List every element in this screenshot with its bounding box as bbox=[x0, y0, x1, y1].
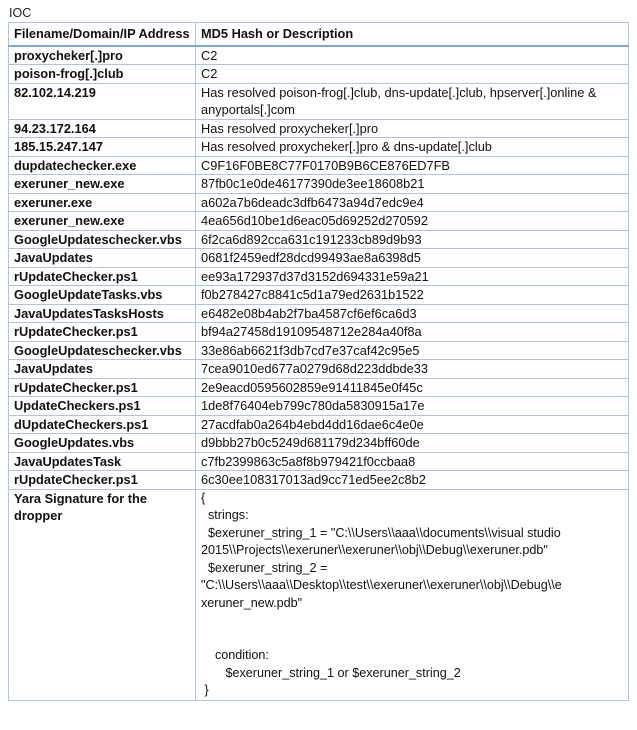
table-row bbox=[9, 341, 629, 360]
table-row bbox=[9, 175, 629, 194]
ioc-name-cell: JavaUpdatesTasksHosts bbox=[9, 304, 196, 323]
ioc-name-cell: exeruner_new.exe bbox=[9, 175, 196, 194]
ioc-table bbox=[8, 22, 629, 701]
ioc-name-cell: UpdateCheckers.ps1 bbox=[9, 397, 196, 416]
ioc-value-cell: 27acdfab0a264b4ebd4dd16dae6c4e0e bbox=[196, 415, 629, 434]
table-row bbox=[9, 397, 629, 416]
table-row bbox=[9, 415, 629, 434]
table-row bbox=[9, 360, 629, 379]
ioc-value-cell: c7fb2399863c5a8f8b979421f0ccbaa8 bbox=[196, 452, 629, 471]
ioc-name-cell: 185.15.247.147 bbox=[9, 138, 196, 157]
table-row bbox=[9, 83, 629, 119]
ioc-name-cell: dUpdateCheckers.ps1 bbox=[9, 415, 196, 434]
table-row bbox=[9, 138, 629, 157]
ioc-value-cell: C2 bbox=[196, 65, 629, 84]
table-row bbox=[9, 286, 629, 305]
ioc-value-cell: 7cea9010ed677a0279d68d223ddbde33 bbox=[196, 360, 629, 379]
ioc-value-cell: Has resolved proxycheker[.]pro & dns-update[.]club bbox=[196, 138, 629, 157]
ioc-value-cell: 1de8f76404eb799c780da5830915a17e bbox=[196, 397, 629, 416]
header-filename-domain-ip: Filename/Domain/IP Address bbox=[9, 23, 196, 46]
ioc-name-cell: 94.23.172.164 bbox=[9, 119, 196, 138]
ioc-name-cell: 82.102.14.219 bbox=[9, 83, 196, 119]
ioc-value-cell: C2 bbox=[196, 46, 629, 65]
ioc-name-cell: rUpdateChecker.ps1 bbox=[9, 267, 196, 286]
ioc-value-cell: 4ea656d10be1d6eac05d69252d270592 bbox=[196, 212, 629, 231]
ioc-value-cell: 33e86ab6621f3db7cd7e37caf42c95e5 bbox=[196, 341, 629, 360]
yara-cell bbox=[196, 489, 629, 700]
ioc-name-cell: rUpdateChecker.ps1 bbox=[9, 471, 196, 490]
table-row bbox=[9, 304, 629, 323]
table-row bbox=[9, 378, 629, 397]
ioc-name-cell: GoogleUpdates.vbs bbox=[9, 434, 196, 453]
table-row bbox=[9, 65, 629, 84]
ioc-value-cell: 6f2ca6d892cca631c191233cb89d9b93 bbox=[196, 230, 629, 249]
table-header-row bbox=[9, 23, 629, 46]
table-row bbox=[9, 267, 629, 286]
ioc-name-cell: dupdatechecker.exe bbox=[9, 156, 196, 175]
ioc-name-cell: GoogleUpdateschecker.vbs bbox=[9, 230, 196, 249]
yara-signature-text: { strings: $exeruner_string_1 = "C:\\Users\\aaa\\documents\\visual studio 2015\\Projects\\exeruner\\exeruner\\obj\\Debug\\exeruner.pdb" $exeruner_string_2 = "C:\\Users\\aaa\\Desktop\\test\\exeruner\\exeruner\\obj\\Debug\\e xeruner_new.pdb" condition: $exeruner_string_1 or $exeruner_string_2 } bbox=[201, 490, 562, 697]
ioc-name-cell: proxycheker[.]pro bbox=[9, 46, 196, 65]
ioc-name-cell: GoogleUpdateschecker.vbs bbox=[9, 341, 196, 360]
ioc-value-cell: Has resolved poison-frog[.]club, dns-update[.]club, hpserver[.]online & anyportals[.]com bbox=[196, 83, 629, 119]
ioc-value-cell: 87fb0c1e0de46177390de3ee18608b21 bbox=[196, 175, 629, 194]
ioc-value-cell: ee93a172937d37d3152d694331e59a21 bbox=[196, 267, 629, 286]
table-row bbox=[9, 249, 629, 268]
table-row bbox=[9, 434, 629, 453]
ioc-value-cell: C9F16F0BE8C77F0170B9B6CE876ED7FB bbox=[196, 156, 629, 175]
ioc-value-cell: Has resolved proxycheker[.]pro bbox=[196, 119, 629, 138]
ioc-name-cell: JavaUpdates bbox=[9, 249, 196, 268]
ioc-value-cell: a602a7b6deadc3dfb6473a94d7edc9e4 bbox=[196, 193, 629, 212]
ioc-value-cell: 6c30ee108317013ad9cc71ed5ee2c8b2 bbox=[196, 471, 629, 490]
ioc-value-cell: e6482e08b4ab2f7ba4587cf6ef6ca6d3 bbox=[196, 304, 629, 323]
yara-row bbox=[9, 489, 629, 700]
ioc-value-cell: 2e9eacd0595602859e91411845e0f45c bbox=[196, 378, 629, 397]
header-md5-description: MD5 Hash or Description bbox=[196, 23, 629, 46]
table-row bbox=[9, 471, 629, 490]
table-row bbox=[9, 46, 629, 65]
ioc-name-cell: rUpdateChecker.ps1 bbox=[9, 323, 196, 342]
ioc-name-cell: rUpdateChecker.ps1 bbox=[9, 378, 196, 397]
table-row bbox=[9, 323, 629, 342]
ioc-name-cell: GoogleUpdateTasks.vbs bbox=[9, 286, 196, 305]
ioc-name-cell: JavaUpdatesTask bbox=[9, 452, 196, 471]
ioc-value-cell: d9bbb27b0c5249d681179d234bff60de bbox=[196, 434, 629, 453]
table-caption: IOC bbox=[9, 6, 32, 20]
table-row bbox=[9, 156, 629, 175]
table-row bbox=[9, 212, 629, 231]
ioc-value-cell: 0681f2459edf28dcd99493ae8a6398d5 bbox=[196, 249, 629, 268]
ioc-name-cell: poison-frog[.]club bbox=[9, 65, 196, 84]
ioc-name-cell: exeruner_new.exe bbox=[9, 212, 196, 231]
table-row bbox=[9, 193, 629, 212]
ioc-name-cell: JavaUpdates bbox=[9, 360, 196, 379]
ioc-value-cell: bf94a27458d19109548712e284a40f8a bbox=[196, 323, 629, 342]
table-row bbox=[9, 119, 629, 138]
ioc-name-cell: exeruner.exe bbox=[9, 193, 196, 212]
table-row bbox=[9, 452, 629, 471]
ioc-value-cell: f0b278427c8841c5d1a79ed2631b1522 bbox=[196, 286, 629, 305]
yara-label: Yara Signature for the dropper bbox=[9, 489, 196, 700]
table-row bbox=[9, 230, 629, 249]
